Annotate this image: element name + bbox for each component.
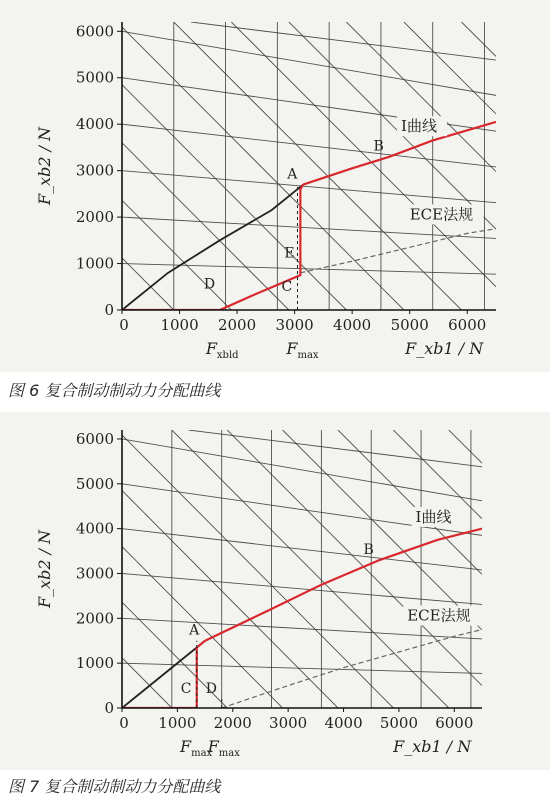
point-label: D: [205, 681, 217, 698]
chart-fig6: [0, 0, 550, 400]
y-tick-label: 3000: [75, 161, 114, 180]
point-label: B: [363, 542, 374, 559]
below-axis-label-main: F: [205, 339, 217, 358]
x-tick-label: 3000: [269, 714, 308, 732]
y-tick-label: 6000: [75, 22, 114, 41]
x-tick-label: 1000: [158, 714, 197, 732]
x-tick-label: 4000: [324, 714, 363, 732]
x-tick-label: 2000: [213, 714, 252, 732]
curve-label: ECE法规: [409, 205, 474, 224]
y-axis-label: F_xb2 / N: [35, 126, 54, 206]
point-label: A: [189, 622, 200, 639]
y-tick-label: 2000: [75, 208, 114, 227]
y-tick-label: 1000: [75, 254, 114, 273]
x-tick-label: 5000: [379, 714, 419, 732]
below-axis-label-main: F: [286, 339, 298, 358]
below-axis-label-main: F: [207, 737, 219, 756]
point-label: C: [281, 278, 293, 295]
y-tick-label: 6000: [75, 429, 114, 448]
below-axis-label-sub: xbld: [216, 350, 239, 361]
x-axis-label: F_xb1 / N: [405, 339, 484, 358]
chart-fig7: [0, 412, 550, 796]
y-tick-label: 3000: [75, 564, 114, 583]
curve-label: I曲线: [401, 117, 437, 136]
below-axis-label-main: F: [180, 737, 192, 756]
point-label: D: [203, 276, 216, 293]
point-label: E: [284, 245, 295, 262]
point-label: A: [287, 166, 298, 183]
x-tick-label: 3000: [275, 316, 314, 334]
x-tick-label: 1000: [160, 316, 199, 334]
y-axis-label: F_xb2 / N: [35, 529, 54, 609]
below-axis-label-sub: max: [297, 350, 319, 361]
y-tick-label: 4000: [75, 519, 114, 538]
curve-label: I曲线: [415, 507, 452, 526]
x-tick-label: 5000: [390, 316, 429, 334]
y-tick-label: 5000: [75, 68, 114, 87]
x-axis-label: F_xb1 / N: [393, 737, 472, 756]
x-tick-label: 6000: [435, 714, 474, 732]
y-tick-label: 1000: [75, 654, 114, 673]
below-axis-label-sub: max: [191, 748, 213, 759]
curve-label: ECE法规: [407, 606, 471, 625]
x-tick-label: 0: [119, 714, 129, 732]
x-tick-label: 6000: [448, 316, 487, 334]
figure-caption: 图 7 复合制动制动力分配曲线: [8, 777, 221, 796]
x-tick-label: 0: [119, 316, 129, 334]
below-axis-label-sub: max: [218, 748, 240, 759]
y-tick-label: 5000: [75, 474, 114, 493]
x-tick-label: 4000: [333, 316, 372, 334]
y-tick-label: 0: [104, 301, 114, 319]
x-tick-label: 2000: [217, 316, 257, 334]
y-tick-label: 2000: [75, 609, 114, 628]
point-label: B: [373, 138, 384, 155]
figure-caption: 图 6 复合制动制动力分配曲线: [8, 381, 221, 400]
y-tick-label: 0: [104, 699, 114, 717]
point-label: C: [180, 681, 192, 698]
y-tick-label: 4000: [75, 115, 114, 134]
